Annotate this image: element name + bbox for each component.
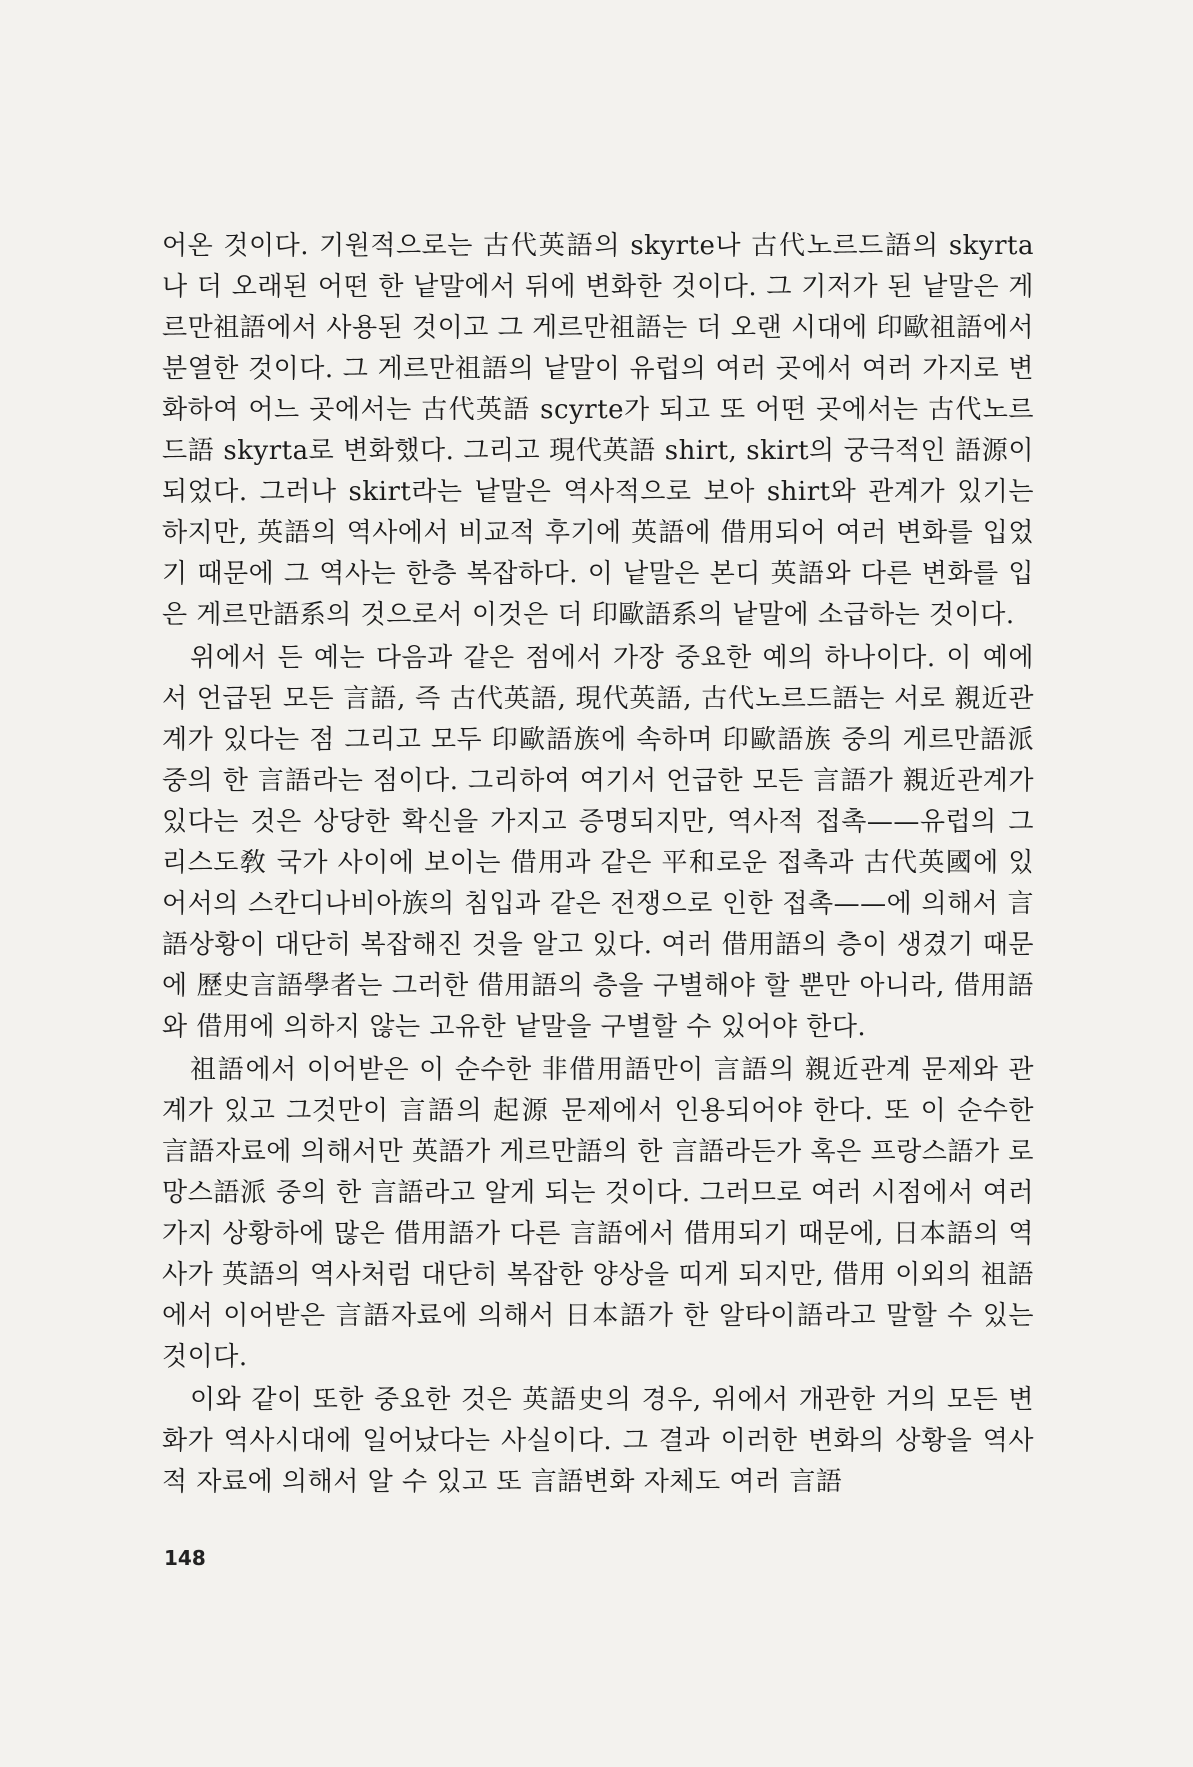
page-number: 148	[164, 1546, 206, 1570]
paragraph-2: 위에서 든 예는 다음과 같은 점에서 가장 중요한 예의 하나이다. 이 예에서 언급된 모든 言語, 즉 古代英語, 現代英語, 古代노르드語는 서로 親近관계가 있다는 점 그리고 모두 印歐語族에 속하며 印歐語族 중의 게르만語派 중의 한 言語라는 점이다. 그리하여 여기서 언급한 모든 言語가 親近관계가 있다는 것은 상당한 확신을 가지고 증명되지만, 역사적 접촉——유럽의 그리스도敎 국가 사이에 보이는 借用과 같은 平和로운 접촉과 古代英國에 있어서의 스칸디나비아族의 침입과 같은 전쟁으로 인한 접촉——에 의해서 言語상황이 대단히 복잡해진 것을 알고 있다. 여러 借用語의 층이 생겼기 때문에 歷史言語學者는 그러한 借用語의 층을 구별해야 할 뿐만 아니라, 借用語와 借用에 의하지 않는 고유한 낱말을 구별할 수 있어야 한다.	[162, 643, 1034, 1042]
paragraph-3: 祖語에서 이어받은 이 순수한 非借用語만이 言語의 親近관계 문제와 관계가 있고 그것만이 言語의 起源 문제에서 인용되어야 한다. 또 이 순수한 言語자료에 의해서만 英語가 게르만語의 한 言語라든가 혹은 프랑스語가 로망스語派 중의 한 言語라고 알게 되는 것이다. 그러므로 여러 시점에서 여러 가지 상황하에 많은 借用語가 다른 言語에서 借用되기 때문에, 日本語의 역사가 英語의 역사처럼 대단히 복잡한 양상을 띠게 되지만, 借用 이외의 祖語에서 이어받은 言語자료에 의해서 日本語가 한 알타이語라고 말할 수 있는 것이다.	[162, 1055, 1034, 1372]
paragraph-1: 어온 것이다. 기원적으로는 古代英語의 skyrte나 古代노르드語의 skyrta나 더 오래된 어떤 한 낱말에서 뒤에 변화한 것이다. 그 기저가 된 낱말은 게르만祖語에서 사용된 것이고 그 게르만祖語는 더 오랜 시대에 印歐祖語에서 분열한 것이다. 그 게르만祖語의 낱말이 유럽의 여러 곳에서 여러 가지로 변화하여 어느 곳에서는 古代英語 scyrte가 되고 또 어떤 곳에서는 古代노르드語 skyrta로 변화했다. 그리고 現代英語 shirt, skirt의 궁극적인 語源이 되었다. 그러나 skirt라는 낱말은 역사적으로 보아 shirt와 관계가 있기는 하지만, 英語의 역사에서 비교적 후기에 英語에 借用되어 여러 변화를 입었기 때문에 그 역사는 한층 복잡하다. 이 낱말은 본디 英語와 다른 변화를 입은 게르만語系의 것으로서 이것은 더 印歐語系의 낱말에 소급하는 것이다.	[162, 231, 1034, 630]
page-body	[162, 226, 1034, 1503]
paragraph-4: 이와 같이 또한 중요한 것은 英語史의 경우, 위에서 개관한 거의 모든 변화가 역사시대에 일어났다는 사실이다. 그 결과 이러한 변화의 상황을 역사적 자료에 의해서 알 수 있고 또 言語변화 자체도 여러 言語	[162, 1385, 1034, 1497]
